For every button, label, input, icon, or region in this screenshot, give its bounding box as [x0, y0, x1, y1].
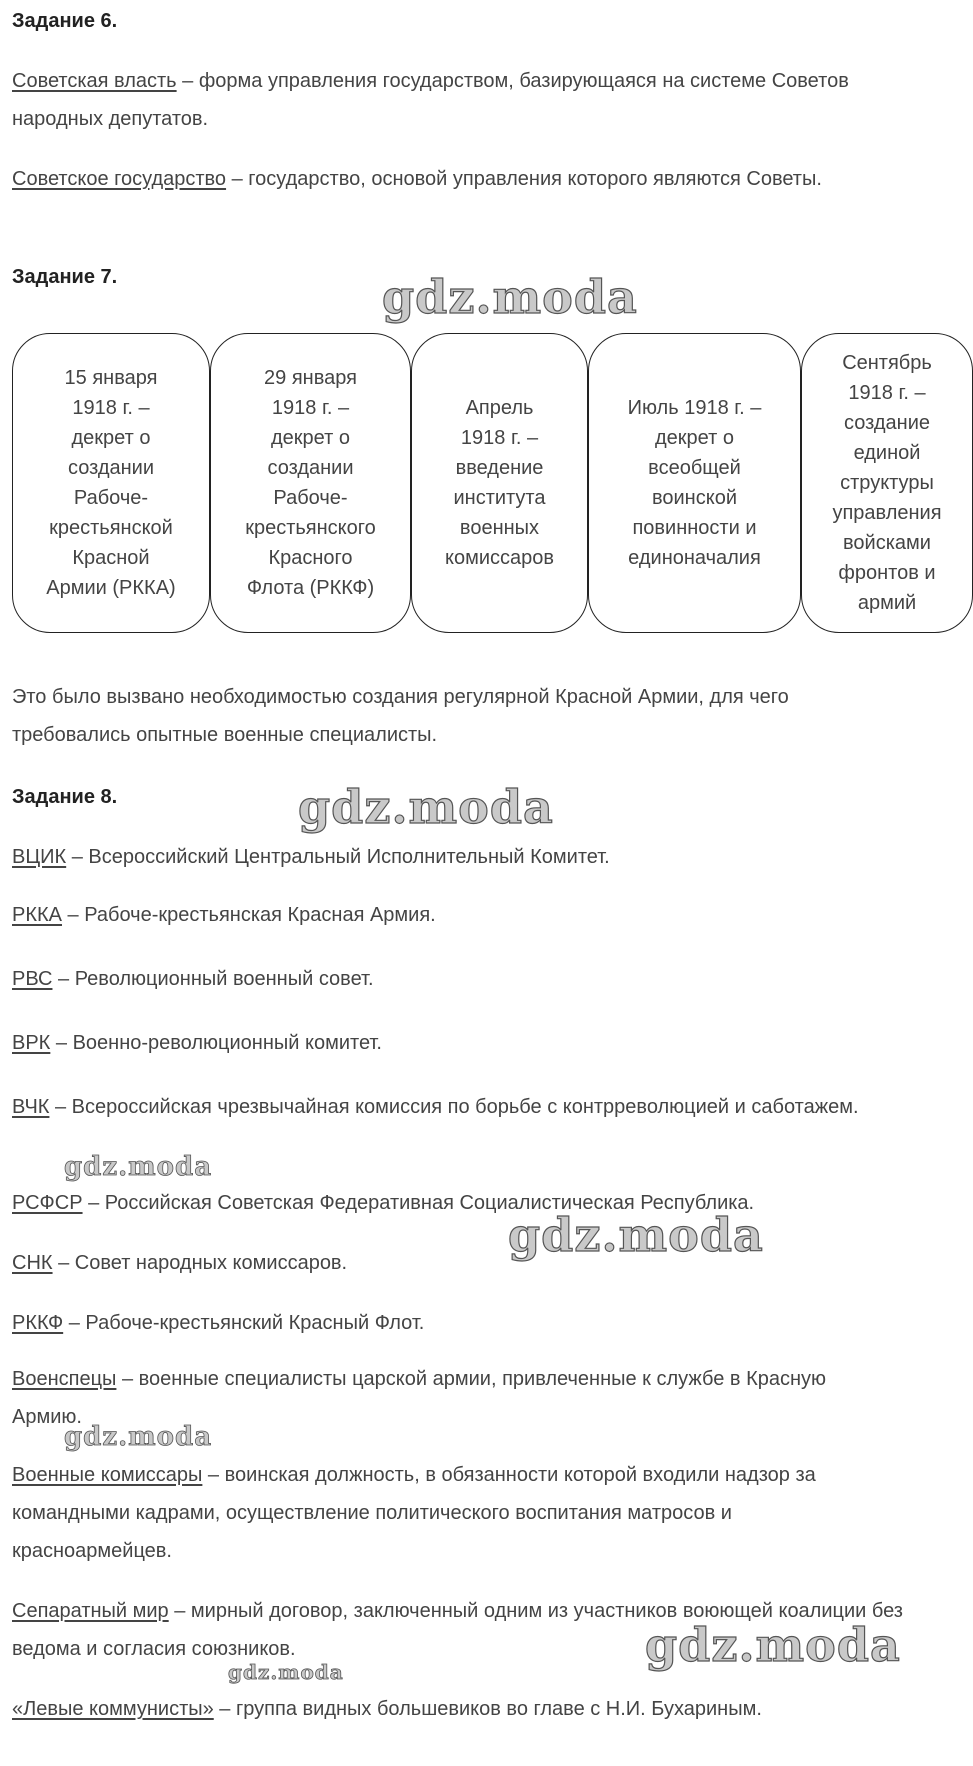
watermark-logo: gdz.moda [645, 1618, 901, 1672]
term-soviet-power: Советская власть [12, 70, 177, 92]
task6-heading: Задание 6. [12, 10, 118, 32]
task8-def-3: РВС – Революционный военный совет. [12, 968, 374, 990]
task8-def-9: Военспецы – военные специалисты царской армии, привлеченные к службе в Красную Армию. [12, 1368, 827, 1428]
timeline-box-4: Июль 1918 г. – декрет о всеобщей воинской повинности и единоначалия [588, 333, 801, 633]
task8-heading: Задание 8. [12, 786, 118, 808]
timeline-box-5: Сентябрь 1918 г. – создание единой структуры управления войсками фронтов и армий [801, 333, 973, 633]
term-military-commissars: Военные комиссары [12, 1464, 203, 1486]
task8-def-7: СНК – Совет народных комиссаров. [12, 1252, 348, 1274]
term-rvs: РВС [12, 968, 53, 990]
term-separate-peace: Сепаратный мир [12, 1600, 169, 1622]
task8-def-4: ВРК – Военно-революционный комитет. [12, 1032, 382, 1054]
timeline-box-2: 29 января 1918 г. – декрет о создании Рабоче- крестьянского Красного Флота (РККФ) [210, 333, 411, 633]
task6-def-2: Советское государство – государство, основой управления которого являются Советы. [12, 168, 822, 190]
term-voenspetsy: Военспецы [12, 1368, 117, 1390]
task8-def-8: РККФ – Рабоче-крестьянский Красный Флот. [12, 1312, 425, 1334]
watermark-logo: gdz.moda [64, 1152, 213, 1182]
term-snk: СНК [12, 1252, 53, 1274]
task8-def-6: РСФСР – Российская Советская Федеративная Социалистическая Республика. [12, 1192, 755, 1214]
term-rsfsr: РСФСР [12, 1192, 83, 1214]
task8-def-12: «Левые коммунисты» – группа видных большевиков во главе с Н.И. Бухариным. [12, 1698, 762, 1720]
task8-def-10: Военные комиссары – воинская должность, в обязанности которой входили надзор за командными кадрами, осуществление политического воспитания матросов и красноармейцев. [12, 1464, 816, 1562]
task8-def-2: РККА – Рабоче-крестьянская Красная Армия. [12, 904, 436, 926]
timeline-box-3: Апрель 1918 г. – введение института военных комиссаров [411, 333, 588, 633]
term-soviet-state: Советское государство [12, 168, 227, 190]
task6-def-1: Советская власть – форма управления государством, базирующаяся на системе Советов народных депутатов. [12, 70, 849, 130]
watermark-logo: gdz.moda [382, 270, 638, 324]
timeline-box-1: 15 января 1918 г. – декрет о создании Рабоче- крестьянской Красной Армии (РККА) [12, 333, 210, 633]
watermark-logo: gdz.moda [508, 1208, 764, 1262]
timeline-boxes [12, 333, 973, 633]
term-vrk: ВРК [12, 1032, 51, 1054]
watermark-logo: gdz.moda [228, 1660, 344, 1684]
task8-def-5: ВЧК – Всероссийская чрезвычайная комиссия по борьбе с контрреволюцией и саботажем. [12, 1096, 859, 1118]
term-rkkf: РККФ [12, 1312, 64, 1334]
task8-def-11: Сепаратный мир – мирный договор, заключенный одним из участников воюющей коалиции без ведома и согласия союзников. [12, 1600, 903, 1660]
watermark-logo: gdz.moda [298, 780, 554, 834]
term-rkka: РККА [12, 904, 62, 926]
task7-heading: Задание 7. [12, 266, 118, 288]
term-vchk: ВЧК [12, 1096, 50, 1118]
task8-def-1: ВЦИК – Всероссийский Центральный Исполнительный Комитет. [12, 846, 610, 868]
task7-conclusion: Это было вызвано необходимостью создания регулярной Красной Армии, для чего требовались опытные военные специалисты. [12, 686, 789, 746]
term-vtsik: ВЦИК [12, 846, 67, 868]
watermark-logo: gdz.moda [64, 1422, 213, 1452]
term-left-communists: «Левые коммунисты» [12, 1698, 214, 1720]
